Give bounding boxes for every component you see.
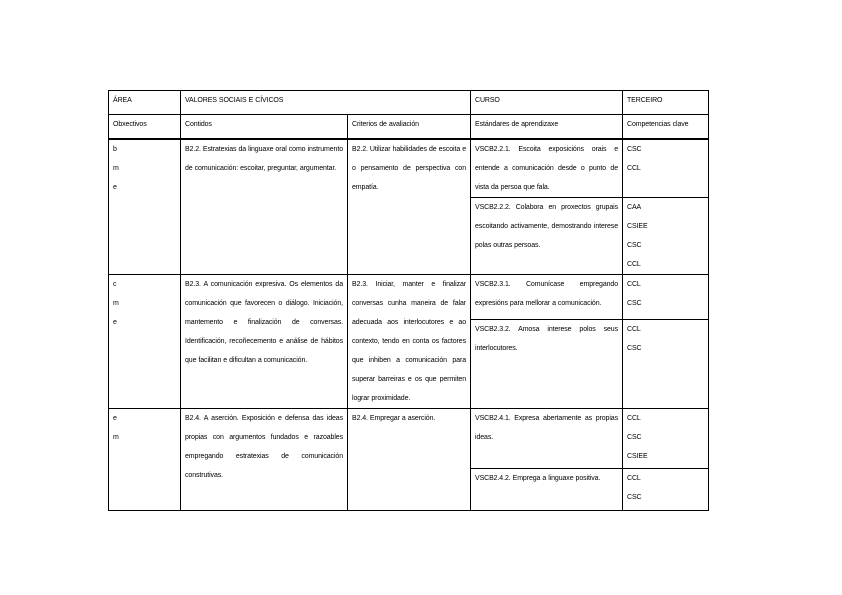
competencia-code: CAA [627, 203, 642, 211]
obxectivo-letter: m [113, 433, 119, 441]
obxectivo-letter: e [113, 183, 117, 191]
obxectivos-cell [109, 139, 181, 275]
obxectivos-cell [109, 274, 181, 408]
contidos-cell: B2.2. Estratexias da linguaxe oral como instrumento de comunicación: escoitar, preguntar, argumentar. [181, 139, 348, 275]
header-row-columns [109, 115, 709, 139]
competencia-code: CCL [627, 164, 641, 172]
obxectivo-letter: e [113, 318, 117, 326]
competencia-code: CSC [627, 433, 642, 441]
table-row [109, 408, 709, 468]
col-header-estandares: Estándares de aprendizaxe [471, 115, 623, 139]
contidos-cell: B2.4. A aserción. Exposición e defensa das ideas propias con argumentos fundados e razoables empregando estratexias de comunicación construtivas. [181, 408, 348, 510]
obxectivo-letter: m [113, 299, 119, 307]
competencia-code: CCL [627, 280, 641, 288]
criterios-cell: B2.4. Empregar a aserción. [348, 408, 471, 510]
obxectivo-letter: c [113, 280, 117, 288]
subject-header-cell: VALORES SOCIAIS E CÍVICOS [181, 91, 471, 115]
obxectivo-letter: e [113, 414, 117, 422]
competencia-code: CCL [627, 474, 641, 482]
competencia-code: CSC [627, 241, 642, 249]
competencias-cell [623, 197, 709, 274]
header-row-area [109, 91, 709, 115]
competencia-code: CSC [627, 493, 642, 501]
col-header-competencias: Competencias clave [623, 115, 709, 139]
obxectivo-letter: m [113, 164, 119, 172]
estandar-cell: VSCB2.4.2. Emprega a linguaxe positiva. [471, 468, 623, 510]
competencias-cell [623, 408, 709, 468]
obxectivo-letter: b [113, 145, 117, 153]
competencia-code: CSIEE [627, 222, 648, 230]
estandar-cell: VSCB2.3.2. Amosa interese polos seus interlocutores. [471, 320, 623, 408]
curriculum-table [108, 90, 709, 511]
col-header-contidos: Contidos [181, 115, 348, 139]
competencias-cell [623, 139, 709, 198]
curso-header-cell: CURSO [471, 91, 623, 115]
competencia-code: CCL [627, 414, 641, 422]
area-header-cell: ÁREA [109, 91, 181, 115]
curso-value-cell: TERCEIRO [623, 91, 709, 115]
competencia-code: CCL [627, 260, 641, 268]
criterios-cell: B2.2. Utilizar habilidades de escoita e o pensamento de perspectiva con empatía. [348, 139, 471, 275]
competencias-cell [623, 320, 709, 408]
competencias-cell [623, 468, 709, 510]
table-row [109, 274, 709, 320]
competencia-code: CSC [627, 345, 642, 353]
col-header-obxectivos: Obxectivos [109, 115, 181, 139]
estandar-cell: VSCB2.4.1. Expresa abertamente as propias ideas. [471, 408, 623, 468]
criterios-cell: B2.3. Iniciar, manter e finalizar conversas cunha maneira de falar adecuada aos interlocutores e ao contexto, tendo en conta os factores que inhiben a comunicación para superar barreiras e os que permiten lograr proximidade. [348, 274, 471, 408]
competencia-code: CSC [627, 299, 642, 307]
obxectivos-cell [109, 408, 181, 510]
competencia-code: CSIEE [627, 452, 648, 460]
col-header-criterios: Criterios de avaliación [348, 115, 471, 139]
estandar-cell: VSCB2.2.1. Escoita exposicións orais e entende a comunicación desde o punto de vista da persoa que fala. [471, 139, 623, 198]
estandar-cell: VSCB2.2.2. Colabora en proxectos grupais escoitando activamente, demostrando interese polas outras persoas. [471, 197, 623, 274]
competencia-code: CCL [627, 326, 641, 334]
estandar-cell: VSCB2.3.1. Comunícase empregando expresións para mellorar a comunicación. [471, 274, 623, 320]
table-row [109, 139, 709, 198]
competencia-code: CSC [627, 145, 642, 153]
contidos-cell: B2.3. A comunicación expresiva. Os elementos da comunicación que favorecen o diálogo. Iniciación, mantemento e finalización de conversas. Identificación, recoñecemento e análise de hábitos que facilitan e dificultan a comunicación. [181, 274, 348, 408]
competencias-cell [623, 274, 709, 320]
